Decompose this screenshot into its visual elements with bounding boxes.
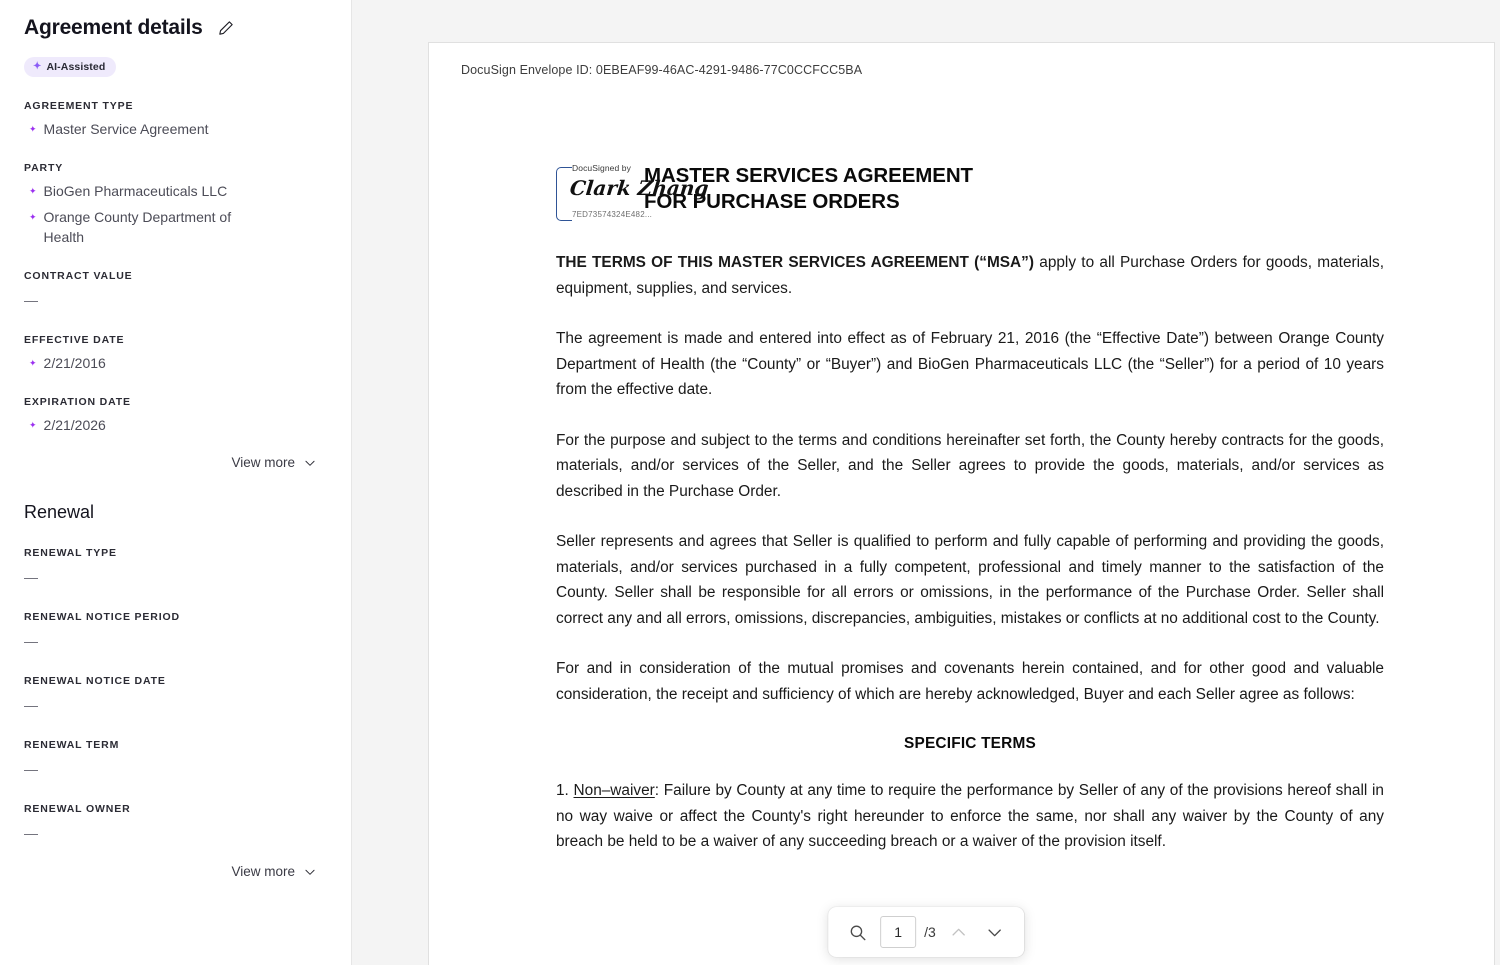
paragraph-1-rest: apply to all Purchase Orders for goods, materials, equipment, supplies, and services.: [556, 254, 1384, 297]
document-viewer[interactable]: [352, 0, 1500, 965]
field-label: RENEWAL TERM: [24, 739, 120, 751]
paragraph-2: The agreement is made and entered into effect as of February 21, 2016 (the “Effective Date”) between Orange County Department of Health (the “County” or “Buyer”) and BioGen Pharmaceuticals LLC (the “Seller”) for a period of 10 years from the effective date.: [556, 330, 1384, 398]
view-more-agreement-button[interactable]: [24, 455, 327, 470]
field-agreement-type: [24, 99, 327, 139]
signature-code: 7ED73574324E482...: [572, 210, 653, 219]
document-title-line-2: FOR PURCHASE ORDERS: [644, 190, 900, 213]
document-title-line-1: MASTER SERVICES AGREEMENT: [644, 164, 973, 187]
docusign-signature-stamp: [556, 163, 710, 225]
paragraph-4: Seller represents and agrees that Seller is qualified to perform and fully capable of performing and providing the goods, materials, and/or services purchased in a fully competent, professional and timely manner to the satisfaction of the County. Seller shall be responsible for all errors or omissions, in the performance of the Purchase Order. Seller shall correct any and all errors, omissions, discrepancies, ambiguities, mistakes or conflicts at no additional cost to the County.: [556, 533, 1384, 627]
page-number-input[interactable]: [880, 916, 916, 948]
field-value: BioGen Pharmaceuticals LLC: [43, 183, 228, 199]
clause-1-non-waiver: [556, 778, 1384, 855]
document-title-block: [556, 163, 1384, 225]
total-pages-label: /3: [924, 924, 936, 940]
document-page: [428, 42, 1495, 965]
view-more-label: View more: [231, 455, 295, 470]
field-label: RENEWAL NOTICE DATE: [24, 675, 166, 687]
document-content: [556, 163, 1384, 870]
field-effective-date: [24, 333, 327, 373]
sparkle-icon: ✦: [29, 420, 37, 430]
clause-term: Non–waiver: [573, 782, 655, 799]
paragraph-1-lead: THE TERMS OF THIS MASTER SERVICES AGREEMENT (“MSA”): [556, 254, 1034, 271]
ai-assisted-badge: [24, 57, 116, 77]
sparkle-icon: ✦: [29, 212, 37, 222]
chevron-down-icon: [303, 456, 317, 470]
paragraph-3: For the purpose and subject to the terms and conditions hereinafter set forth, the County hereby contracts for the goods, materials, and/or services of the Seller, and the Seller agrees to provide the goods, materials, and/or services as described in the Purchase Order.: [556, 431, 1384, 500]
field-label: AGREEMENT TYPE: [24, 100, 134, 112]
sparkle-icon: ✦: [29, 358, 37, 368]
sparkle-icon: ✦: [33, 61, 42, 72]
field-label: EFFECTIVE DATE: [24, 334, 125, 346]
field-value: —: [24, 292, 38, 308]
field-renewal-term: [24, 738, 327, 780]
field-renewal-type: [24, 546, 327, 588]
field-renewal-owner: [24, 802, 327, 844]
chevron-up-icon[interactable]: [946, 919, 972, 945]
field-label: CONTRACT VALUE: [24, 270, 133, 282]
chevron-down-icon: [303, 865, 317, 879]
field-value: 2/21/2026: [43, 417, 106, 433]
sparkle-icon: ✦: [29, 124, 37, 134]
field-value: —: [24, 569, 38, 585]
field-value: Orange County Department of Health: [43, 209, 232, 245]
field-renewal-notice-period: [24, 610, 327, 652]
signature-name: Clark Zhang: [568, 176, 710, 200]
page-navigation-toolbar[interactable]: [828, 907, 1024, 957]
page-title: Agreement details: [24, 16, 203, 39]
paragraph-5: For and in consideration of the mutual promises and covenants herein contained, and for other good and valuable consideration, the receipt and sufficiency of which are hereby acknowledged, Buyer and each Seller agree as follows:: [556, 660, 1384, 703]
pencil-icon[interactable]: [215, 17, 237, 39]
view-more-renewal-button[interactable]: [24, 864, 327, 879]
clause-body: : Failure by County at any time to require the performance by Seller of any of the provisions hereof shall in no way waive or affect the County's right hereunder to enforce the same, nor shall any waiver by the County of any breach be held to be a waiver of any succeeding breach or a waiver of the provision itself.: [556, 782, 1384, 850]
field-expiration-date: [24, 395, 327, 435]
field-value: —: [24, 633, 38, 649]
field-party: [24, 161, 327, 247]
field-value: 2/21/2016: [43, 355, 106, 371]
field-contract-value: [24, 269, 327, 311]
field-value-row: [24, 119, 327, 139]
field-value-row: [24, 415, 327, 435]
section-heading-renewal: Renewal: [24, 502, 95, 522]
specific-terms-heading: SPECIFIC TERMS: [904, 735, 1036, 752]
field-renewal-notice-date: [24, 674, 327, 716]
panel-header: [24, 0, 327, 42]
chevron-down-icon[interactable]: [982, 919, 1008, 945]
docusign-envelope-id: DocuSign Envelope ID: 0EBEAF99-46AC-4291-9486-77C0CCFCC5BA: [461, 63, 863, 77]
paragraph-1: [556, 250, 1384, 301]
field-label: PARTY: [24, 162, 64, 174]
field-value: —: [24, 761, 38, 777]
docusigned-by-label: DocuSigned by: [572, 163, 631, 173]
search-icon[interactable]: [844, 919, 870, 945]
clause-number: 1.: [556, 782, 574, 799]
sparkle-icon: ✦: [29, 186, 37, 196]
field-label: RENEWAL NOTICE PERIOD: [24, 611, 180, 623]
field-label: EXPIRATION DATE: [24, 396, 131, 408]
field-value-row: [24, 353, 327, 373]
agreement-details-sidebar: [0, 0, 352, 965]
field-label: RENEWAL TYPE: [24, 547, 117, 559]
field-value: Master Service Agreement: [43, 121, 209, 137]
view-more-label: View more: [231, 864, 295, 879]
field-value-row: [24, 207, 327, 247]
field-value: —: [24, 697, 38, 713]
field-value-row: [24, 181, 327, 201]
field-label: RENEWAL OWNER: [24, 803, 131, 815]
field-value: —: [24, 825, 38, 841]
ai-badge-label: AI-Assisted: [46, 61, 106, 73]
